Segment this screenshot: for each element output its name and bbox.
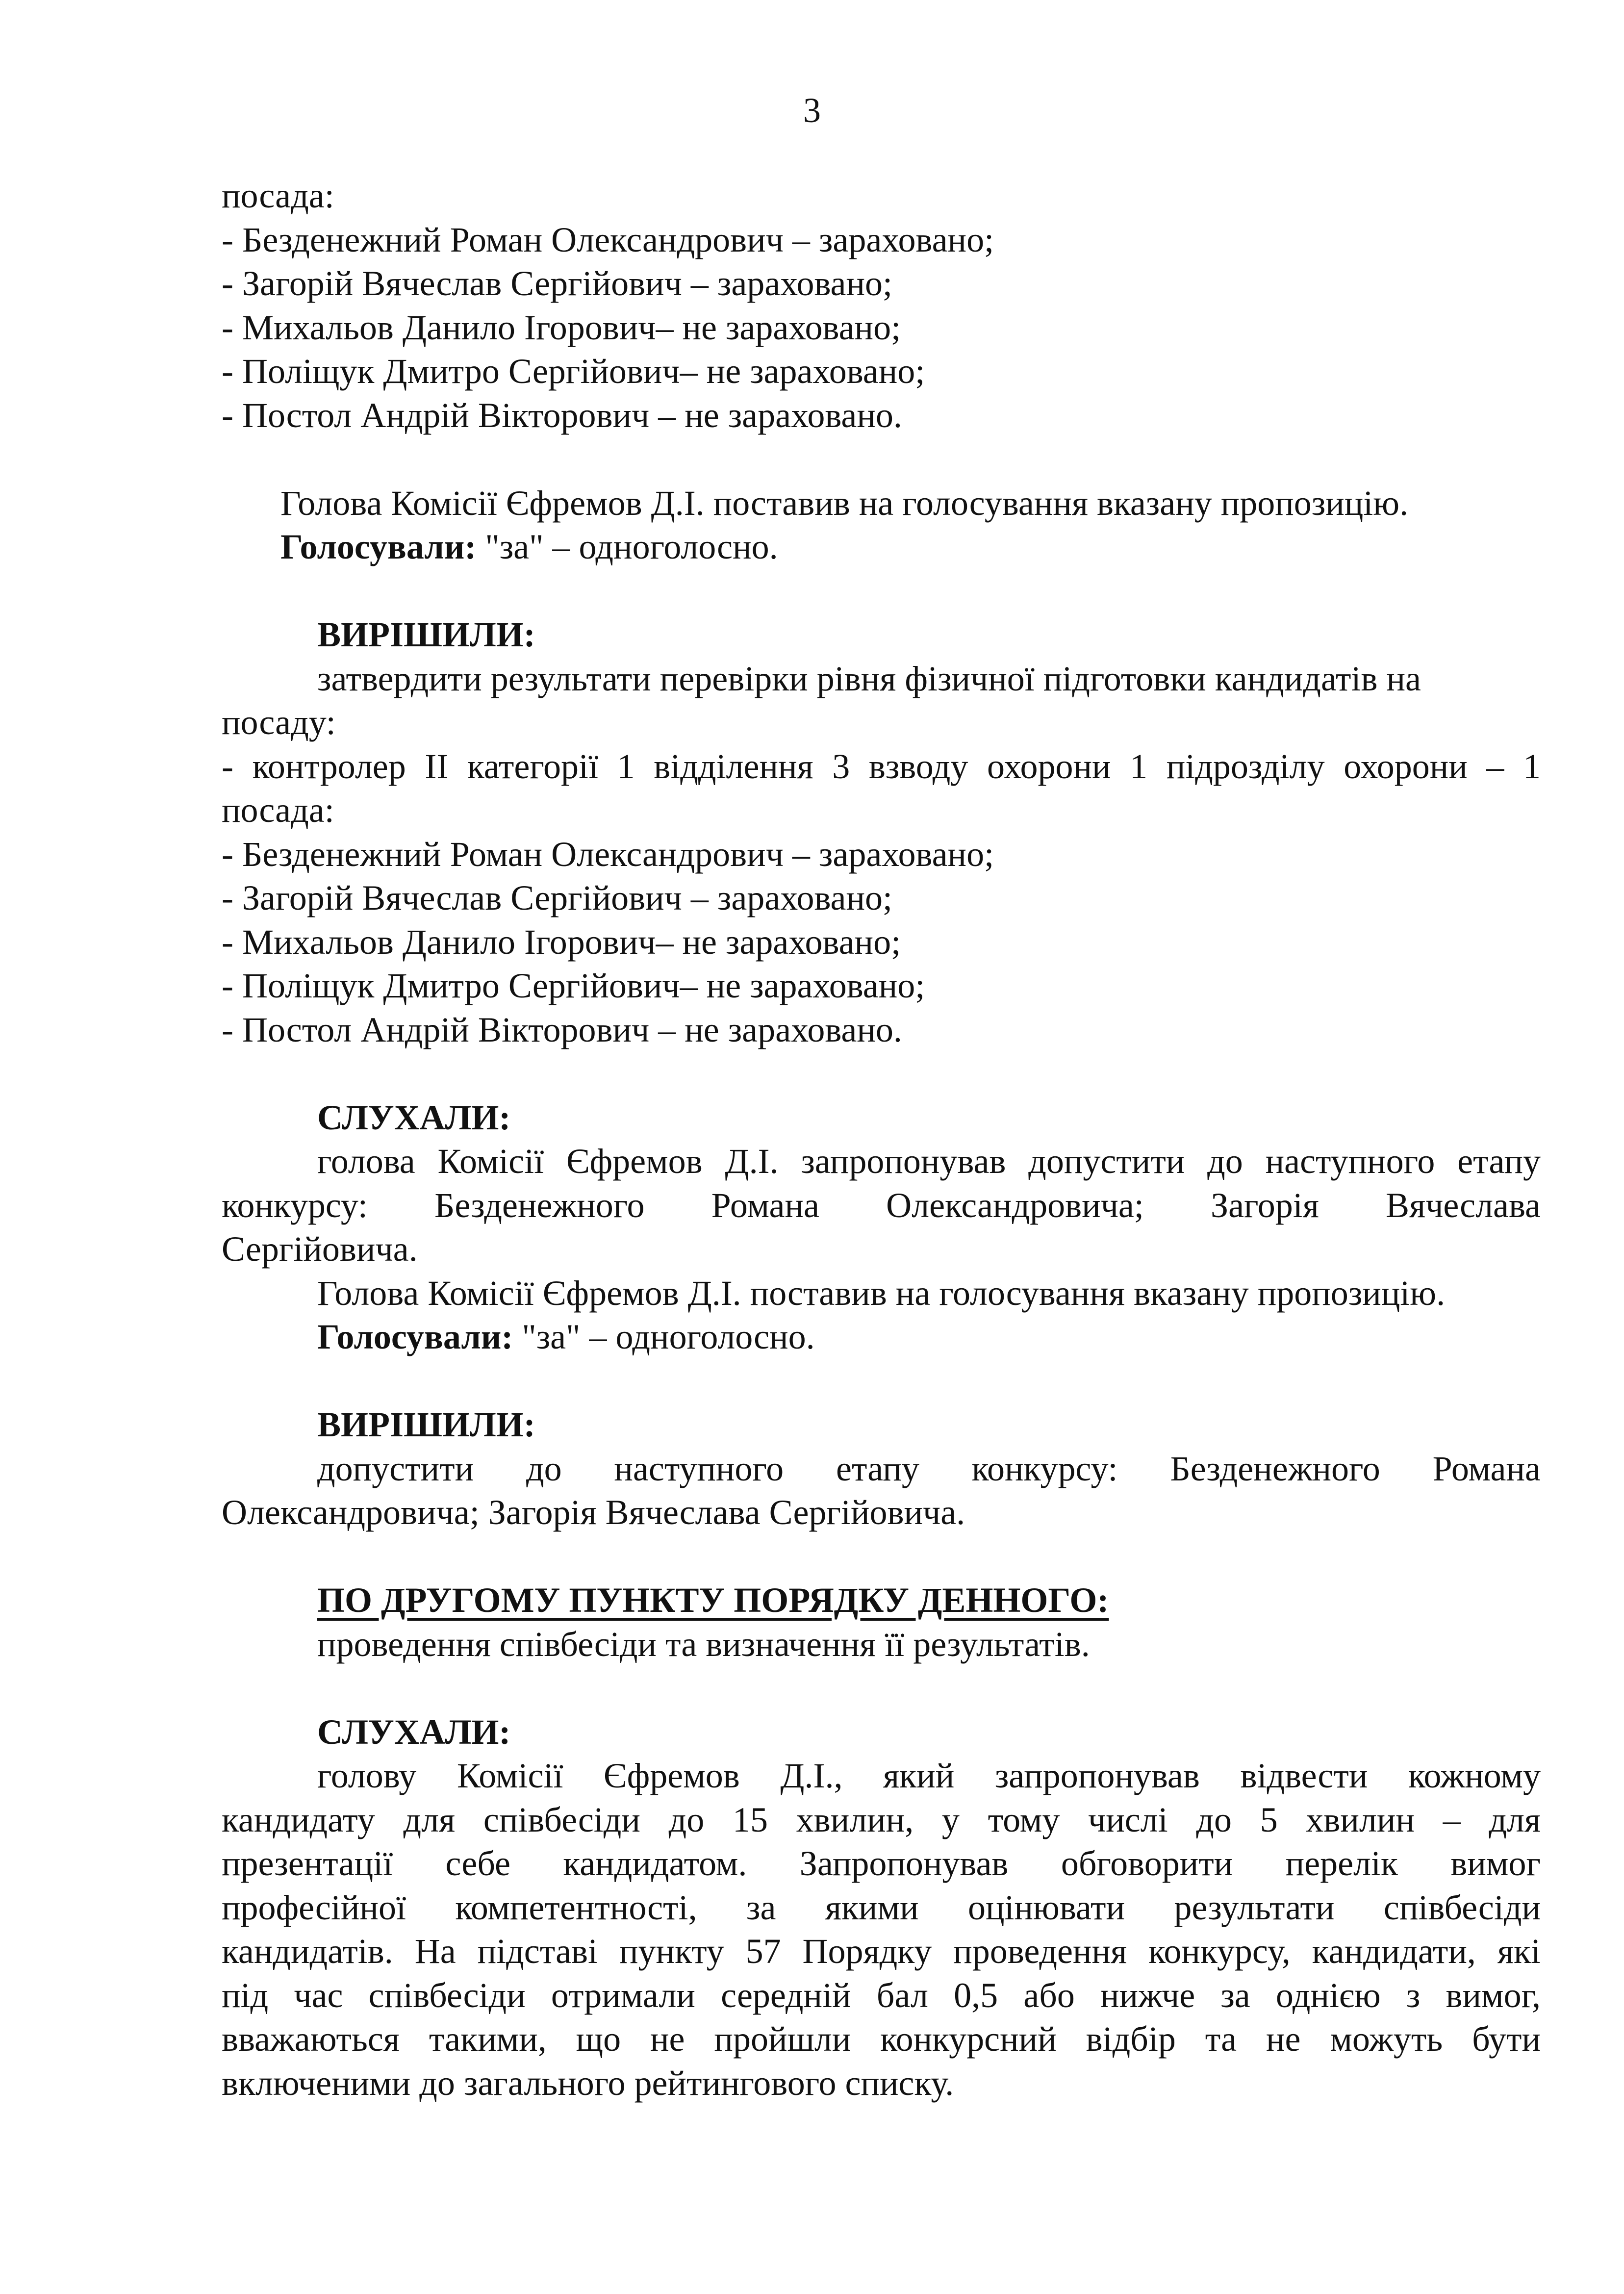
candidate-result: - Постол Андрій Вікторович – не зараховано. <box>222 1010 902 1049</box>
candidate-result: - Безденежний Роман Олександрович – зараховано; <box>222 834 994 874</box>
vote-result <box>222 1315 1541 1359</box>
agenda-heading <box>222 1579 1541 1623</box>
heard-text: кандидатів. На підставі пункту 57 Порядку проведення конкурсу, кандидати, які <box>222 1932 1541 1971</box>
candidate-result: - Михальов Данило Ігорович– не зараховано; <box>222 922 901 962</box>
decision-heading: ВИРІШИЛИ: <box>317 615 535 654</box>
candidate-result: - Безденежний Роман Олександрович – зараховано; <box>222 220 994 259</box>
heard-text: кандидату для співбесіди до 15 хвилин, у тому числі до 5 хвилин – для <box>222 1800 1541 1839</box>
candidate-result: - Загорій Вячеслав Сергійович – зараховано; <box>222 264 893 303</box>
decision-text: затвердити результати перевірки рівня фізичної підготовки кандидатів на <box>317 659 1421 698</box>
document-body <box>222 174 1541 2105</box>
heard-text: голову Комісії Єфремов Д.І., який запропонував відвести кожному <box>317 1756 1541 1795</box>
voted-text: "за" – одноголосно. <box>513 1317 815 1356</box>
page-number: 3 <box>803 91 821 130</box>
candidate-result: - Поліщук Дмитро Сергійович– не зараховано; <box>222 966 925 1005</box>
chair-vote-text: Голова Комісії Єфремов Д.І. поставив на голосування вказану пропозицію. <box>317 1273 1446 1313</box>
agenda-text: проведення співбесіди та визначення її результатів. <box>317 1624 1090 1664</box>
heard-text: під час співбесіди отримали середній бал 0,5 або нижче за однією з вимог, <box>222 1975 1541 2015</box>
heard-text: включеними до загального рейтингового списку. <box>222 2063 954 2103</box>
agenda-heading-text: ПО ДРУГОМУ ПУНКТУ ПОРЯДКУ ДЕННОГО: <box>317 1580 1109 1620</box>
vote-result <box>222 525 1541 569</box>
position-label: посада: <box>222 176 334 215</box>
candidate-result: - Михальов Данило Ігорович– не зараховано; <box>222 307 901 347</box>
heard-heading: СЛУХАЛИ: <box>317 1097 511 1137</box>
decision-text: - контролер ІІ категорії 1 відділення 3 взводу охорони 1 підрозділу охорони – 1 <box>222 746 1541 786</box>
candidate-result: - Постол Андрій Вікторович – не зараховано. <box>222 395 902 435</box>
decision-text: Олександровича; Загорія Вячеслава Сергійовича. <box>222 1493 965 1532</box>
heard-heading: СЛУХАЛИ: <box>317 1712 511 1752</box>
heard-text: вважаються такими, що не пройшли конкурсний відбір та не можуть бути <box>222 2019 1541 2059</box>
heard-text: Сергійовича. <box>222 1229 418 1269</box>
voted-label: Голосували: <box>317 1317 513 1356</box>
chair-vote-text: Голова Комісії Єфремов Д.І. поставив на голосування вказану пропозицію. <box>280 483 1409 523</box>
heard-text: голова Комісії Єфремов Д.І. запропонував допустити до наступного етапу <box>317 1142 1541 1181</box>
heard-text: презентації себе кандидатом. Запропонував обговорити перелік вимог <box>222 1844 1541 1883</box>
decision-text: посада: <box>222 790 334 830</box>
heard-text: професійної компетентності, за якими оцінювати результати співбесіди <box>222 1887 1541 1927</box>
voted-label: Голосували: <box>280 527 477 566</box>
candidate-result: - Загорій Вячеслав Сергійович – зараховано; <box>222 878 893 918</box>
voted-text: "за" – одноголосно. <box>476 527 778 566</box>
decision-text: допустити до наступного етапу конкурсу: Безденежного Романа <box>317 1449 1541 1488</box>
heard-text: конкурсу: Безденежного Романа Олександровича; Загорія Вячеслава <box>222 1185 1541 1225</box>
decision-text: посаду: <box>222 703 336 742</box>
decision-heading: ВИРІШИЛИ: <box>317 1405 535 1444</box>
candidate-result: - Поліщук Дмитро Сергійович– не зараховано; <box>222 352 925 391</box>
